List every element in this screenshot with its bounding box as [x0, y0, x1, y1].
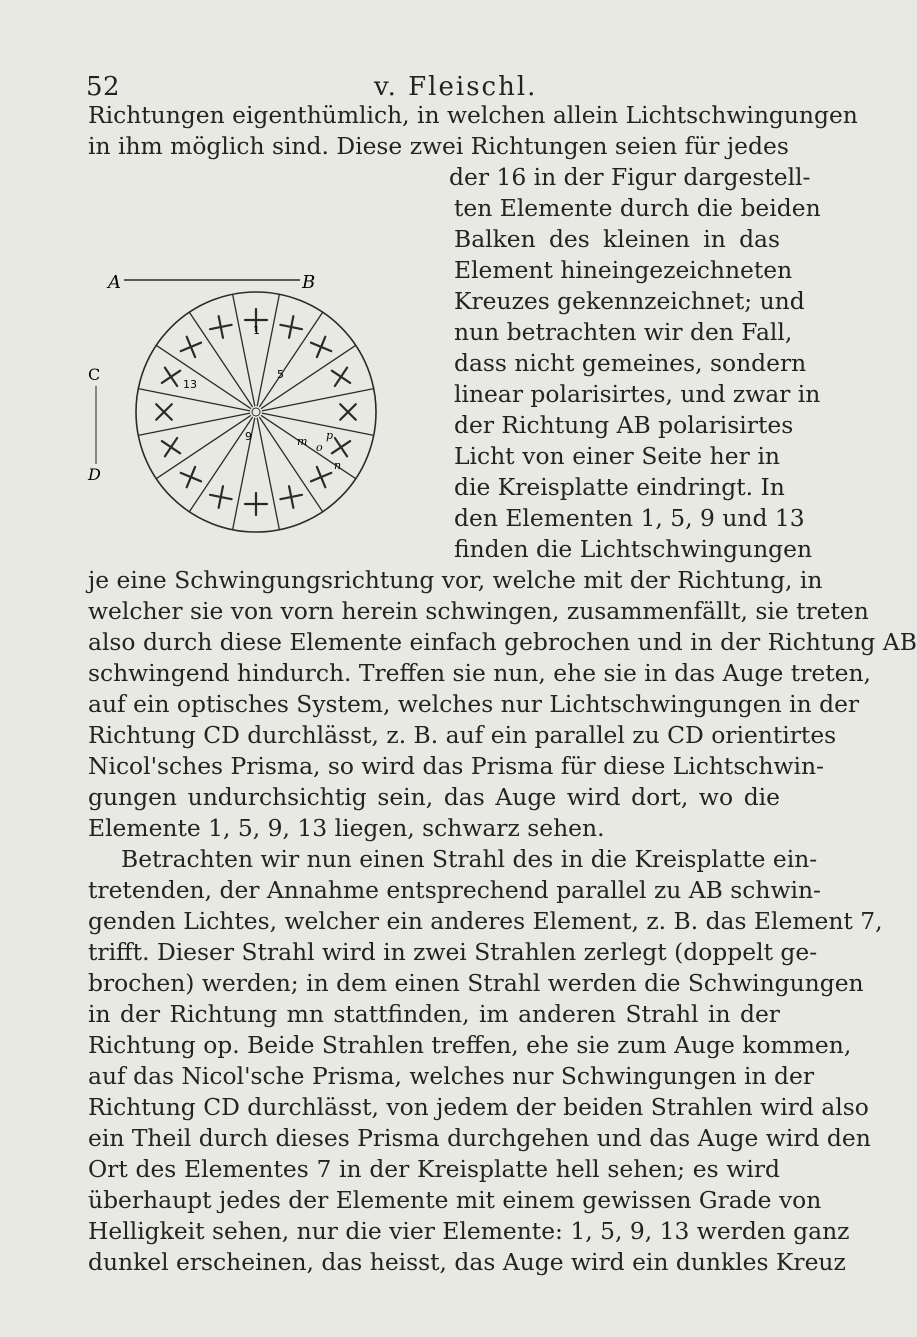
text-line: der Richtung AB polarisirtes	[454, 411, 794, 439]
element-cross	[307, 333, 336, 362]
text-line: den Elementen 1, 5, 9 und 13	[454, 504, 805, 532]
label-n: n	[334, 459, 342, 472]
sector-spoke	[262, 389, 374, 411]
text-line: finden die Lichtschwingungen	[454, 535, 813, 563]
text-line: in ihm möglich sind. Diese zwei Richtungen seien für jedes	[88, 132, 789, 160]
element-cross	[177, 463, 206, 492]
text-line: Elemente 1, 5, 9, 13 liegen, schwarz sehen.	[88, 814, 605, 842]
text-line: je eine Schwingungsrichtung vor, welche mit der Richtung, in	[88, 566, 823, 594]
sector-spoke	[257, 418, 279, 530]
label-b: B	[302, 272, 316, 293]
text-line: trifft. Dieser Strahl wird in zwei Strahlen zerlegt (doppelt ge-	[88, 938, 818, 966]
text-line: dunkel erscheinen, das heisst, das Auge wird ein dunkles Kreuz	[88, 1248, 846, 1276]
sector-spoke	[233, 294, 255, 406]
element-cross	[332, 396, 363, 427]
text-line: Kreuzes gekennzeichnet; und	[454, 287, 805, 315]
text-line: ten Elemente durch die beiden	[454, 194, 821, 222]
text-line: Element hineingezeichneten	[454, 256, 793, 284]
text-line: die Kreisplatte eindringt. In	[454, 473, 785, 501]
label-p: p	[326, 429, 334, 442]
text-line: Helligkeit sehen, nur die vier Elemente: 1, 5, 9, 13 werden ganz	[88, 1217, 850, 1245]
figure-drawing	[84, 252, 454, 572]
text-line: also durch diese Elemente einfach gebrochen und in der Richtung AB	[88, 628, 917, 656]
element-cross	[278, 484, 304, 510]
sector-number-13: 13	[183, 378, 197, 391]
text-line: Richtung CD durchlässt, z. B. auf ein parallel zu CD orientirtes	[88, 721, 837, 749]
text-line: Licht von einer Seite her in	[454, 442, 780, 470]
text-line: welcher sie von vorn herein schwingen, zusammenfällt, sie treten	[88, 597, 869, 625]
element-cross	[148, 396, 179, 427]
text-line: auf das Nicol'sche Prisma, welches nur Schwingungen in der	[88, 1062, 815, 1090]
sector-number-5: 5	[277, 368, 284, 381]
sector-number-9: 9	[245, 430, 252, 443]
element-cross	[177, 333, 206, 362]
text-line: Balken des kleinen in das	[454, 225, 780, 253]
element-cross	[208, 314, 234, 340]
text-line: nun betrachten wir den Fall,	[454, 318, 793, 346]
text-line: auf ein optisches System, welches nur Lichtschwingungen in der	[88, 690, 860, 718]
text-line: der 16 in der Figur dargestell-	[449, 163, 811, 191]
text-line: Ort des Elementes 7 in der Kreisplatte hell sehen; es wird	[88, 1155, 780, 1183]
element-cross	[156, 432, 187, 463]
sector-spoke	[257, 294, 279, 406]
text-line: Richtung op. Beide Strahlen treffen, ehe sie zum Auge kommen,	[88, 1031, 852, 1059]
text-line: schwingend hindurch. Treffen sie nun, ehe sie in das Auge treten,	[88, 659, 871, 687]
text-line: in der Richtung mn stattfinden, im anderen Strahl in der	[88, 1000, 780, 1028]
text-line: genden Lichtes, welcher ein anderes Element, z. B. das Element 7,	[88, 907, 883, 935]
text-line: überhaupt jedes der Elemente mit einem gewissen Grade von	[88, 1186, 822, 1214]
sector-spoke	[262, 413, 374, 435]
text-line: gungen undurchsichtig sein, das Auge wird dort, wo die	[88, 783, 780, 811]
text-line: Betrachten wir nun einen Strahl des in die Kreisplatte ein-	[121, 845, 818, 873]
element-cross	[278, 314, 304, 340]
text-line: brochen) werden; in dem einen Strahl werden die Schwingungen	[88, 969, 864, 997]
sector-spoke	[138, 389, 250, 411]
text-line: dass nicht gemeines, sondern	[454, 349, 807, 377]
label-c: C	[88, 365, 101, 384]
element-cross	[245, 493, 267, 515]
element-cross	[307, 463, 336, 492]
text-line: Richtungen eigenthümlich, in welchen allein Lichtschwingungen	[88, 101, 858, 129]
text-line: Richtung CD durchlässt, von jedem der beiden Strahlen wird also	[88, 1093, 869, 1121]
label-d: D	[88, 465, 101, 484]
text-line: Nicol'sches Prisma, so wird das Prisma für diese Lichtschwin-	[88, 752, 824, 780]
text-line: ein Theil durch dieses Prisma durchgehen und das Auge wird den	[88, 1124, 871, 1152]
label-a: A	[108, 272, 121, 293]
text-line: tretenden, der Annahme entsprechend parallel zu AB schwin-	[88, 876, 821, 904]
text-line: linear polarisirtes, und zwar in	[454, 380, 821, 408]
element-cross	[156, 362, 187, 393]
label-m: m	[297, 435, 308, 448]
sector-number-1: 1	[253, 324, 260, 337]
element-cross	[326, 362, 357, 393]
running-head: v. Fleischl.	[374, 72, 538, 102]
plate-center	[252, 408, 260, 416]
element-cross	[208, 484, 234, 510]
page-number: 52	[86, 72, 121, 102]
sector-spoke	[138, 413, 250, 435]
circular-plate-figure	[84, 252, 454, 572]
label-o: o	[316, 441, 323, 454]
